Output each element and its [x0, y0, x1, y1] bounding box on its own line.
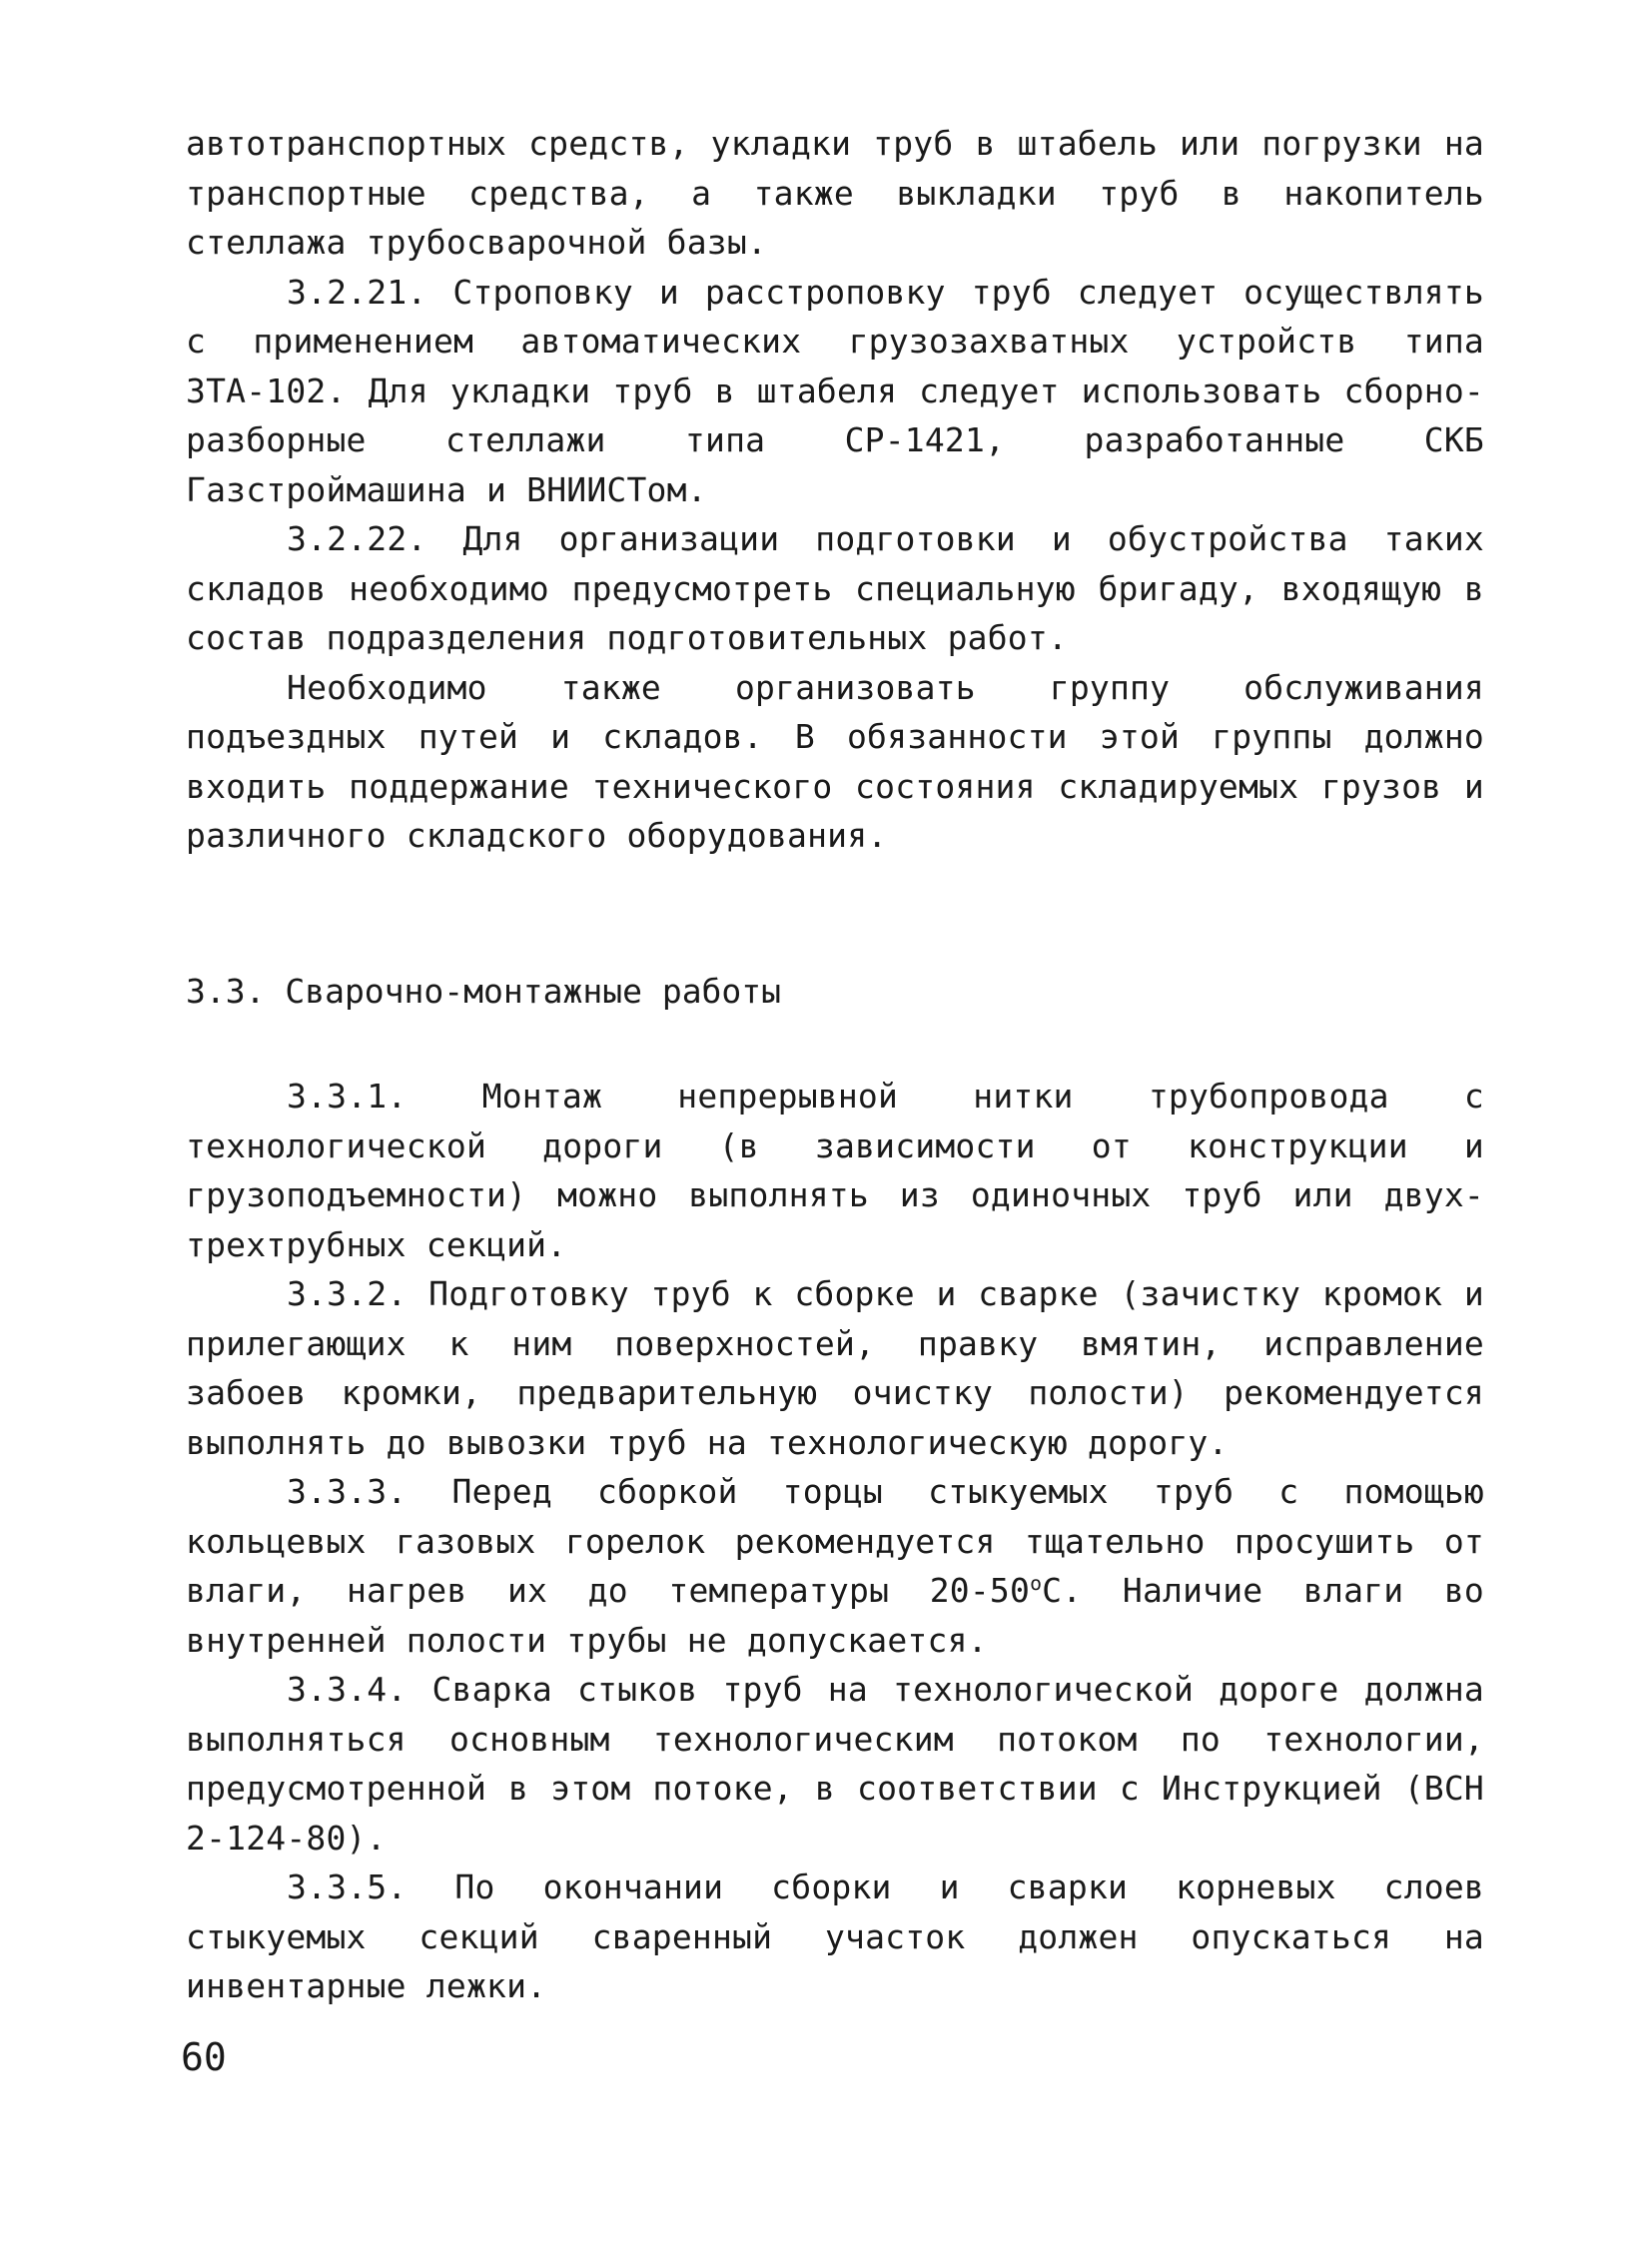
- page-number: 60: [181, 2035, 227, 2079]
- paragraph-3-3-5: 3.3.5. По окончании сборки и сварки корневых слоев стыкуемых секций сваренный участок должен опускаться на инвентарные лежки.: [186, 1868, 1484, 2005]
- paragraph-3-3-3-part-1: 3.3.3. Перед сборкой торцы стыкуемых труб с помощью кольцевых газовых горелок рекомендуется тщательно просушить от влаги, нагрев их до температуры 20-50: [186, 1472, 1484, 1610]
- paragraph-continuation: автотранспортных средств, укладки труб в штабель или погрузки на транспортные средства, а также выкладки труб в накопитель стеллажа трубосварочной базы.: [186, 124, 1484, 262]
- paragraph-3-3-3-part-2: С. Наличие влаги во внутренней полости трубы не допускается.: [186, 1571, 1484, 1660]
- paragraph-3-2-22: 3.2.22. Для организации подготовки и обустройства таких складов необходимо предусмотреть специальную бригаду, входящую в состав подразделения подготовительных работ.: [186, 519, 1484, 657]
- paragraph-3-3-3: [186, 1467, 1484, 1665]
- top-text-block: [186, 119, 1484, 861]
- paragraph-3-3-1: 3.3.1. Монтаж непрерывной нитки трубопровода с технологической дороги (в зависимости от конструкции и грузоподъемности) можно выполнять из одиночных труб или двух-трехтрубных секций.: [186, 1077, 1484, 1264]
- paragraph-3-3-4: 3.3.4. Сварка стыков труб на технологической дороге должна выполняться основным технологическим потоком по технологии, предусмотренной в этом потоке, в соответствии с Инструкцией (ВСН 2-124-80).: [186, 1670, 1484, 1858]
- paragraph-3-3-2: 3.3.2. Подготовку труб к сборке и сварке (зачистку кромок и прилегающих к ним поверхностей, правку вмятин, исправление забоев кромки, предварительную очистку полости) рекомендуется выполнять до вывозки труб на технологическую дорогу.: [186, 1274, 1484, 1462]
- paragraph-service-group: Необходимо также организовать группу обслуживания подъездных путей и складов. В обязанности этой группы должно входить поддержание технического состояния складируемых грузов и различного складского оборудования.: [186, 667, 1484, 855]
- section-3-3-text-block: [186, 1072, 1484, 2011]
- section-heading: 3.3. Сварочно-монтажные работы: [186, 972, 782, 1011]
- degree-superscript: о: [1030, 1572, 1043, 1595]
- paragraph-3-2-21: 3.2.21. Строповку и расстроповку труб следует осуществлять с применением автоматических грузозахватных устройств типа ЗТА-102. Для укладки труб в штабеля следует использовать сборно-разборные стеллажи типа СР-1421, разработанные СКБ Газстроймашина и ВНИИСТом.: [186, 272, 1484, 509]
